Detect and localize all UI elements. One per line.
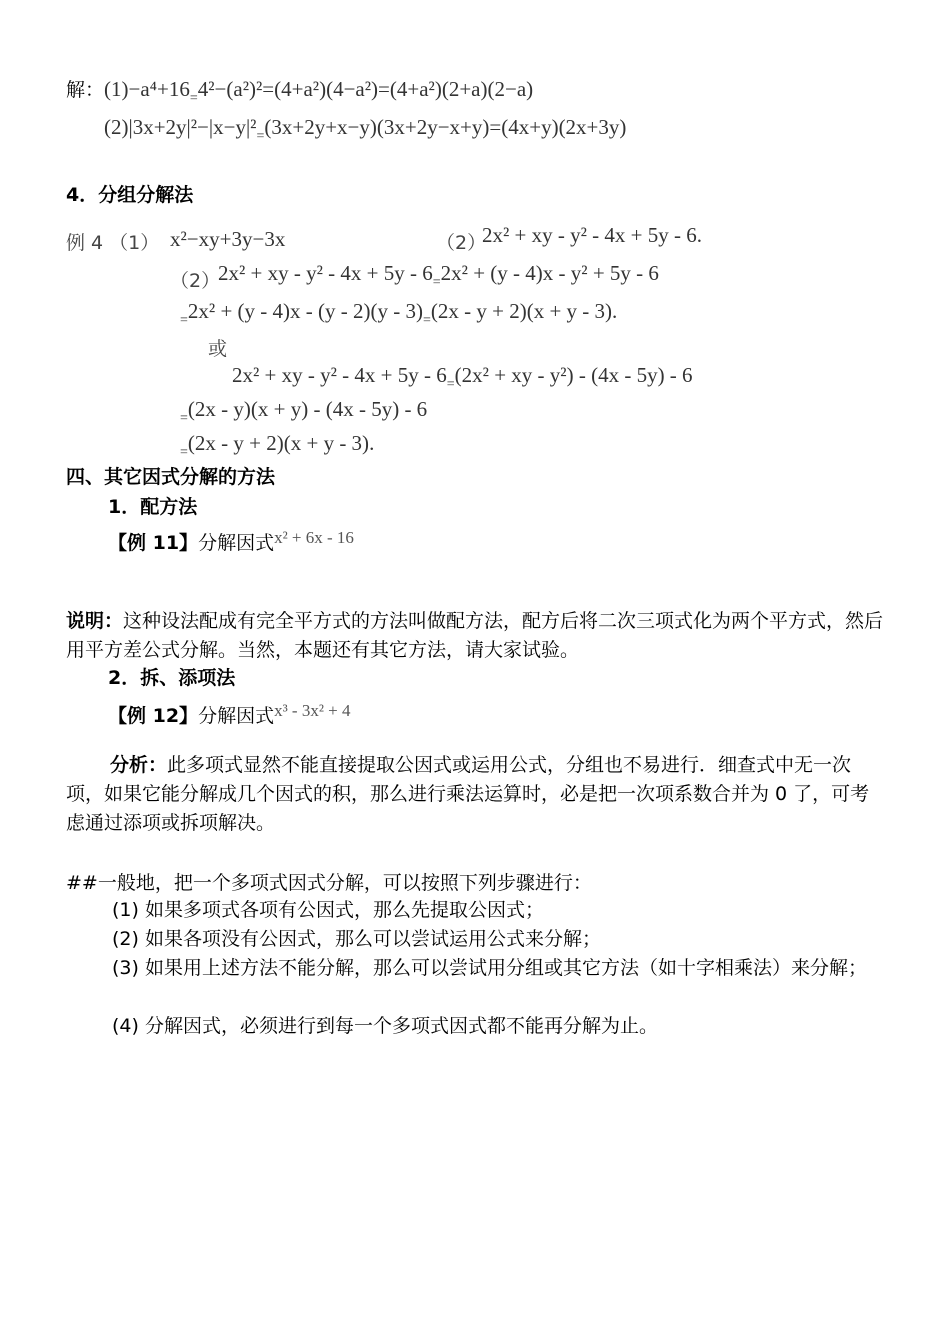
- solution-1-expr-a: −a⁴+16: [128, 77, 190, 101]
- alt-step-2-expr: (2x - y)(x + y) - (4x - 5y) - 6: [187, 397, 428, 421]
- example-4-2-expr: [482, 222, 702, 248]
- general-step-1: (1) 如果多项式各项有公因式，那么先提取公因式；: [112, 899, 544, 921]
- solution-4-2-alt-step-3: [180, 430, 374, 460]
- step-1-left: 2x² + xy - y² - 4x + 5y - 6: [218, 261, 433, 285]
- analysis-paragraph: [66, 751, 886, 838]
- equals-sign: =: [189, 91, 198, 106]
- example-11-label: 【例 11】: [108, 532, 199, 554]
- solution-2-expr-b: (3x+2y+x−y)(3x+2y−x+y)=(4x+y)(2x+3y): [264, 115, 627, 139]
- subsection-split-add-terms: 2．拆、添项法: [108, 667, 236, 689]
- example-4-2-label: （2）: [436, 232, 487, 254]
- period: .: [612, 299, 618, 323]
- general-intro: ##一般地，把一个多项式因式分解，可以按照下列步骤进行：: [66, 872, 592, 894]
- period: .: [369, 431, 375, 455]
- solution-lead: 解：: [66, 79, 105, 101]
- alt-step-1-left: 2x² + xy - y² - 4x + 5y - 6: [232, 363, 447, 387]
- step-1-right: 2x² + (y - 4)x - y² + 5y - 6: [440, 261, 659, 285]
- section-4-heading: 4．分组分解法: [66, 184, 194, 206]
- analysis-label: 分析：: [110, 754, 168, 776]
- solution-4-2-alt-step-2: [180, 396, 427, 426]
- equals-sign: =: [422, 313, 431, 328]
- solution-line-1: [66, 76, 533, 106]
- subsection-completing-square: 1．配方法: [108, 496, 198, 518]
- solution-line-2: [104, 114, 626, 144]
- equals-sign: =: [446, 377, 455, 392]
- solution-1-label: (1): [104, 77, 129, 101]
- example-12-label: 【例 12】: [108, 705, 199, 727]
- solution-4-2-step-1: [218, 260, 659, 290]
- example-11-expr: x² + 6x - 16: [274, 528, 354, 547]
- example-4-label: 例 4 （1）: [66, 232, 160, 254]
- period: .: [696, 223, 703, 247]
- or-label: 或: [208, 338, 228, 360]
- equals-sign: =: [256, 129, 265, 144]
- example-4-1-expr: x²−xy+3y−3x: [170, 227, 286, 251]
- solution-2-expr-a: |3x+2y|²−|x−y|²: [128, 115, 257, 139]
- alt-step-1-right: (2x² + xy - y²) - (4x - 5y) - 6: [454, 363, 693, 387]
- analysis-text: 此多项式显然不能直接提取公因式或运用公式，分组也不易进行．细查式中无一次项，如果它能分解成几个因式的积，那么进行乘法运算时，必是把一次项系数合并为 0 了，可考虑通过添项或拆项解决。: [66, 754, 870, 834]
- note-text: 这种设法配成有完全平方式的方法叫做配方法，配方后将二次三项式化为两个平方式，然后用平方差公式分解。当然，本题还有其它方法，请大家试验。: [66, 610, 884, 661]
- general-step-2: (2) 如果各项没有公因式，那么可以尝试运用公式来分解；: [112, 928, 601, 950]
- alt-step-3-expr: (2x - y + 2)(x + y - 3): [187, 431, 370, 455]
- example-12-expr: x³ - 3x² + 4: [274, 701, 351, 720]
- solution-4-2-label: （2）: [170, 270, 221, 292]
- solution-2-label: (2): [104, 115, 129, 139]
- note-paragraph: [66, 607, 886, 665]
- solution-1-expr-b: 4²−(a²)²=(4+a²)(4−a²)=(4+a²)(2+a)(2−a): [197, 77, 534, 101]
- note-label: 说明：: [66, 610, 124, 632]
- example-11: [108, 530, 354, 557]
- example-11-text: 分解因式: [198, 532, 275, 554]
- example-12-text: 分解因式: [198, 705, 275, 727]
- equals-sign: =: [180, 411, 188, 426]
- step-2-left: 2x² + (y - 4)x - (y - 2)(y - 3): [187, 299, 423, 323]
- equals-sign: =: [180, 313, 188, 328]
- solution-4-2-alt-step-1: [232, 362, 693, 392]
- general-step-4: (4) 分解因式，必须进行到每一个多项式因式都不能再分解为止。: [112, 1015, 658, 1037]
- section-other-methods-heading: 四、其它因式分解的方法: [66, 466, 276, 488]
- general-step-3: (3) 如果用上述方法不能分解，那么可以尝试用分组或其它方法（如十字相乘法）来分解；: [112, 957, 867, 979]
- solution-4-2-step-2: [180, 298, 617, 328]
- equals-sign: =: [432, 275, 441, 290]
- example-12: [108, 703, 351, 730]
- equals-sign: =: [180, 445, 188, 460]
- example-4-2-expr-text: 2x² + xy - y² - 4x + 5y - 6: [482, 223, 697, 247]
- step-2-right: (2x - y + 2)(x + y - 3): [430, 299, 613, 323]
